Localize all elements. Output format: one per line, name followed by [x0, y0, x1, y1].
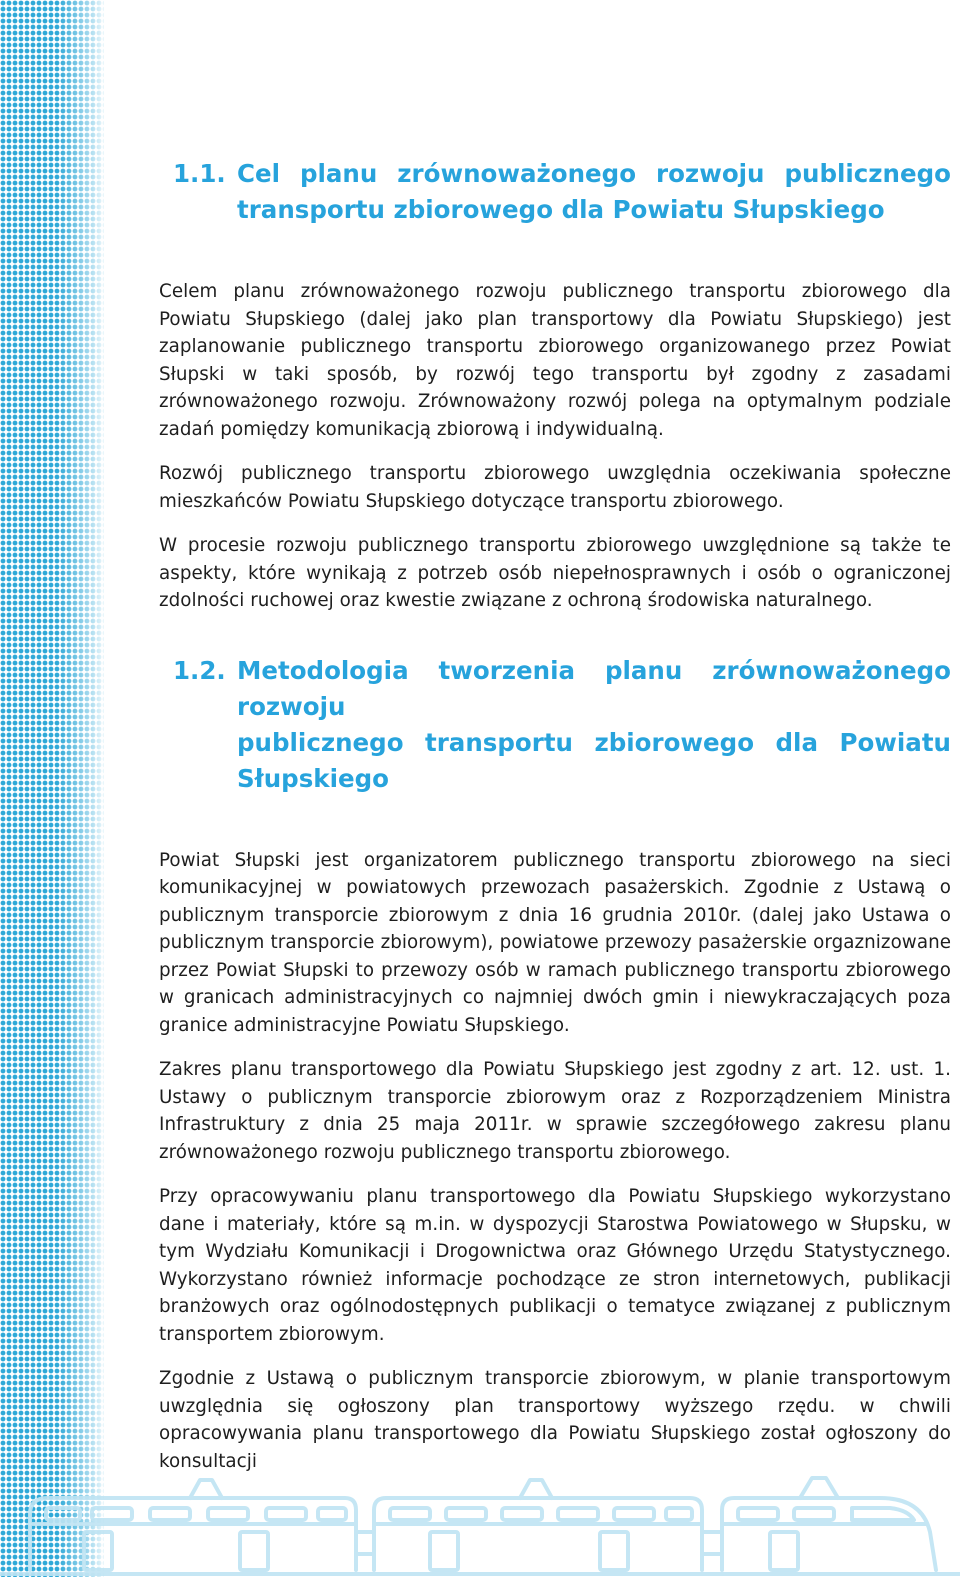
document-content — [159, 150, 951, 1492]
paragraph: Rozwój publicznego transportu zbiorowego uwzględnia oczekiwania społeczne mieszkańców Powiatu Słupskiego dotyczące transportu zbiorowego. — [159, 463, 951, 512]
section-title — [237, 653, 951, 797]
section-1-2-heading — [159, 653, 951, 797]
section-title-line: publicznego transportu zbiorowego dla Powiatu Słupskiego — [237, 727, 951, 793]
paragraph: Celem planu zrównoważonego rozwoju publicznego transportu zbiorowego dla Powiatu Słupskiego (dalej jako plan transportowy dla Powiatu Słupskiego) jest zaplanowanie publicznego transportu zbiorowego organizowanego przez Powiat Słupski w taki sposób, by rozwój tego transportu był zgodny z zasadami zrównoważonego rozwoju. Zrównoważony rozwój polega na optymalnym podziale zadań pomiędzy komunikacją zbiorową i indywidualną. — [159, 281, 951, 440]
paragraph: W procesie rozwoju publicznego transportu zbiorowego uwzględnione są także te aspekty, które wynikają z potrzeb osób niepełnosprawnych i osób o ograniczonej zdolności ruchowej oraz kwestie związane z ochroną środowiska naturalnego. — [159, 535, 951, 611]
section-1-1-body — [159, 278, 951, 615]
dotted-side-fade — [0, 0, 104, 1577]
paragraph: Zakres planu transportowego dla Powiatu Słupskiego jest zgodny z art. 12. ust. 1. Ustawy o publicznym transporcie zbiorowym oraz z Rozporządzeniem Ministra Infrastruktury z dnia 25 maja 2011r. w sprawie szczegółowego zakresu planu zrównoważonego rozwoju publicznego transportu zbiorowego. — [159, 1059, 951, 1163]
section-1-2-body — [159, 847, 951, 1476]
section-title-line: Metodologia tworzenia planu zrównoważonego rozwoju — [237, 655, 951, 721]
section-title-line: Cel planu zrównoważonego rozwoju publicznego — [237, 159, 951, 188]
section-title-line: transportu zbiorowego dla Powiatu Słupskiego — [237, 195, 885, 224]
paragraph: Przy opracowywaniu planu transportowego dla Powiatu Słupskiego wykorzystano dane i materiały, które są m.in. w dyspozycji Starostwa Powiatowego w Słupsku, w tym Wydziału Komunikacji i Drogownictwa oraz Głównego Urzędu Statystycznego. Wykorzystano również informacje pochodzące ze stron internetowych, publikacji branżowych oraz ogólnodostępnych publikacji o tematyce związanej z publicznym transportem zbiorowym. — [159, 1186, 951, 1345]
section-number: 1.2. — [173, 655, 226, 685]
paragraph: Powiat Słupski jest organizatorem publicznego transportu zbiorowego na sieci komunikacyjnej w powiatowych przewozach pasażerskich. Zgodnie z Ustawą o publicznym transporcie zbiorowym z dnia 16 grudnia 2010r. (dalej jako Ustawa o publicznym transporcie zbiorowym), powiatowe przewozy pasażerskie orgaznizowane przez Powiat Słupski to przewozy osób w ramach publicznego transportu zbiorowego w granicach administracyjnych co najmniej dwóch gmin i niewykraczających poza granice administracyjne Powiatu Słupskiego. — [159, 849, 951, 1036]
section-number: 1.1. — [173, 159, 226, 188]
section-1-1-heading — [159, 156, 951, 228]
tram-outline-illustration — [0, 1462, 960, 1577]
section-title — [237, 156, 951, 228]
paragraph: Zgodnie z Ustawą o publicznym transporcie zbiorowym, w planie transportowym uwzględnia się ogłoszony plan transportowy wyższego rzędu. w chwili opracowywania planu transportowego dla Powiatu Słupskiego został ogłoszony do konsultacji — [159, 1368, 951, 1472]
